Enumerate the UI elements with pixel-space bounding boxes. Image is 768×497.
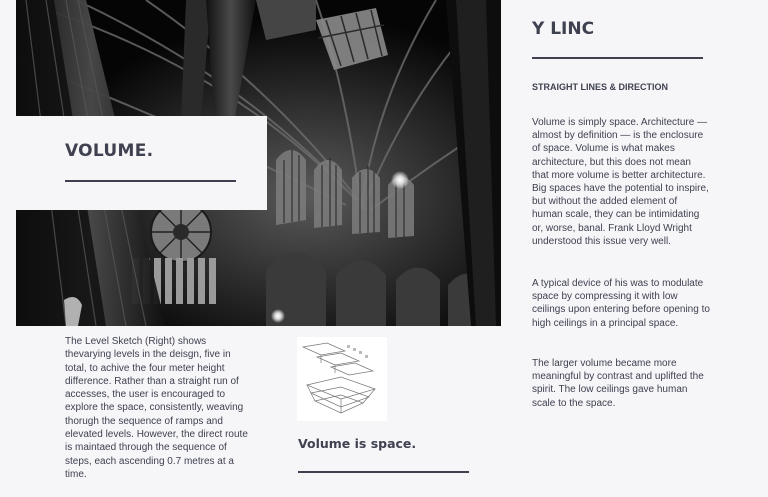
brand-title: Y LINC bbox=[532, 19, 595, 39]
page-title: VOLUME. bbox=[65, 141, 154, 161]
body-paragraph-2: A typical device of his was to modulate space by compressing it with low ceilings upon entering before opening to high ceilings in a principal space. bbox=[532, 278, 710, 329]
section-subheading: STRAIGHT LINES & DIRECTION bbox=[532, 82, 669, 92]
title-underline bbox=[65, 180, 236, 182]
sketch-caption: Volume is space. bbox=[298, 436, 417, 451]
level-sketch-drawing bbox=[297, 337, 387, 421]
level-sketch-description: The Level Sketch (Right) shows thevarying levels in the deisgn, five in total, to achive the four meter height difference. Rather than a straight run of accesses, the user is encouraged to explore the space, consistently, weaving thorugh the sequence of ramps and elevated levels. However, the direct route is maintaed through the sequence of steps, each ascending 0.7 metres at a time. bbox=[65, 336, 248, 480]
level-sketch-diagram bbox=[297, 337, 387, 421]
body-paragraph-1: Volume is simply space. Architecture — almost by definition — is the enclosure of space. Volume is what makes architecture, but this does not mean that more volume is better architecture. Big spaces have the potential to inspire, but without the added element of human scale, they can be intimidating or, worse, banal. Frank Lloyd Wright understood this issue very well. bbox=[532, 117, 709, 247]
title-card bbox=[16, 116, 267, 210]
caption-underline bbox=[298, 471, 469, 473]
body-paragraph-3: The larger volume became more meaningful by contrast and uplifted the spirit. The low ceilings gave human scale to the space. bbox=[532, 358, 704, 409]
brand-underline bbox=[532, 57, 703, 59]
